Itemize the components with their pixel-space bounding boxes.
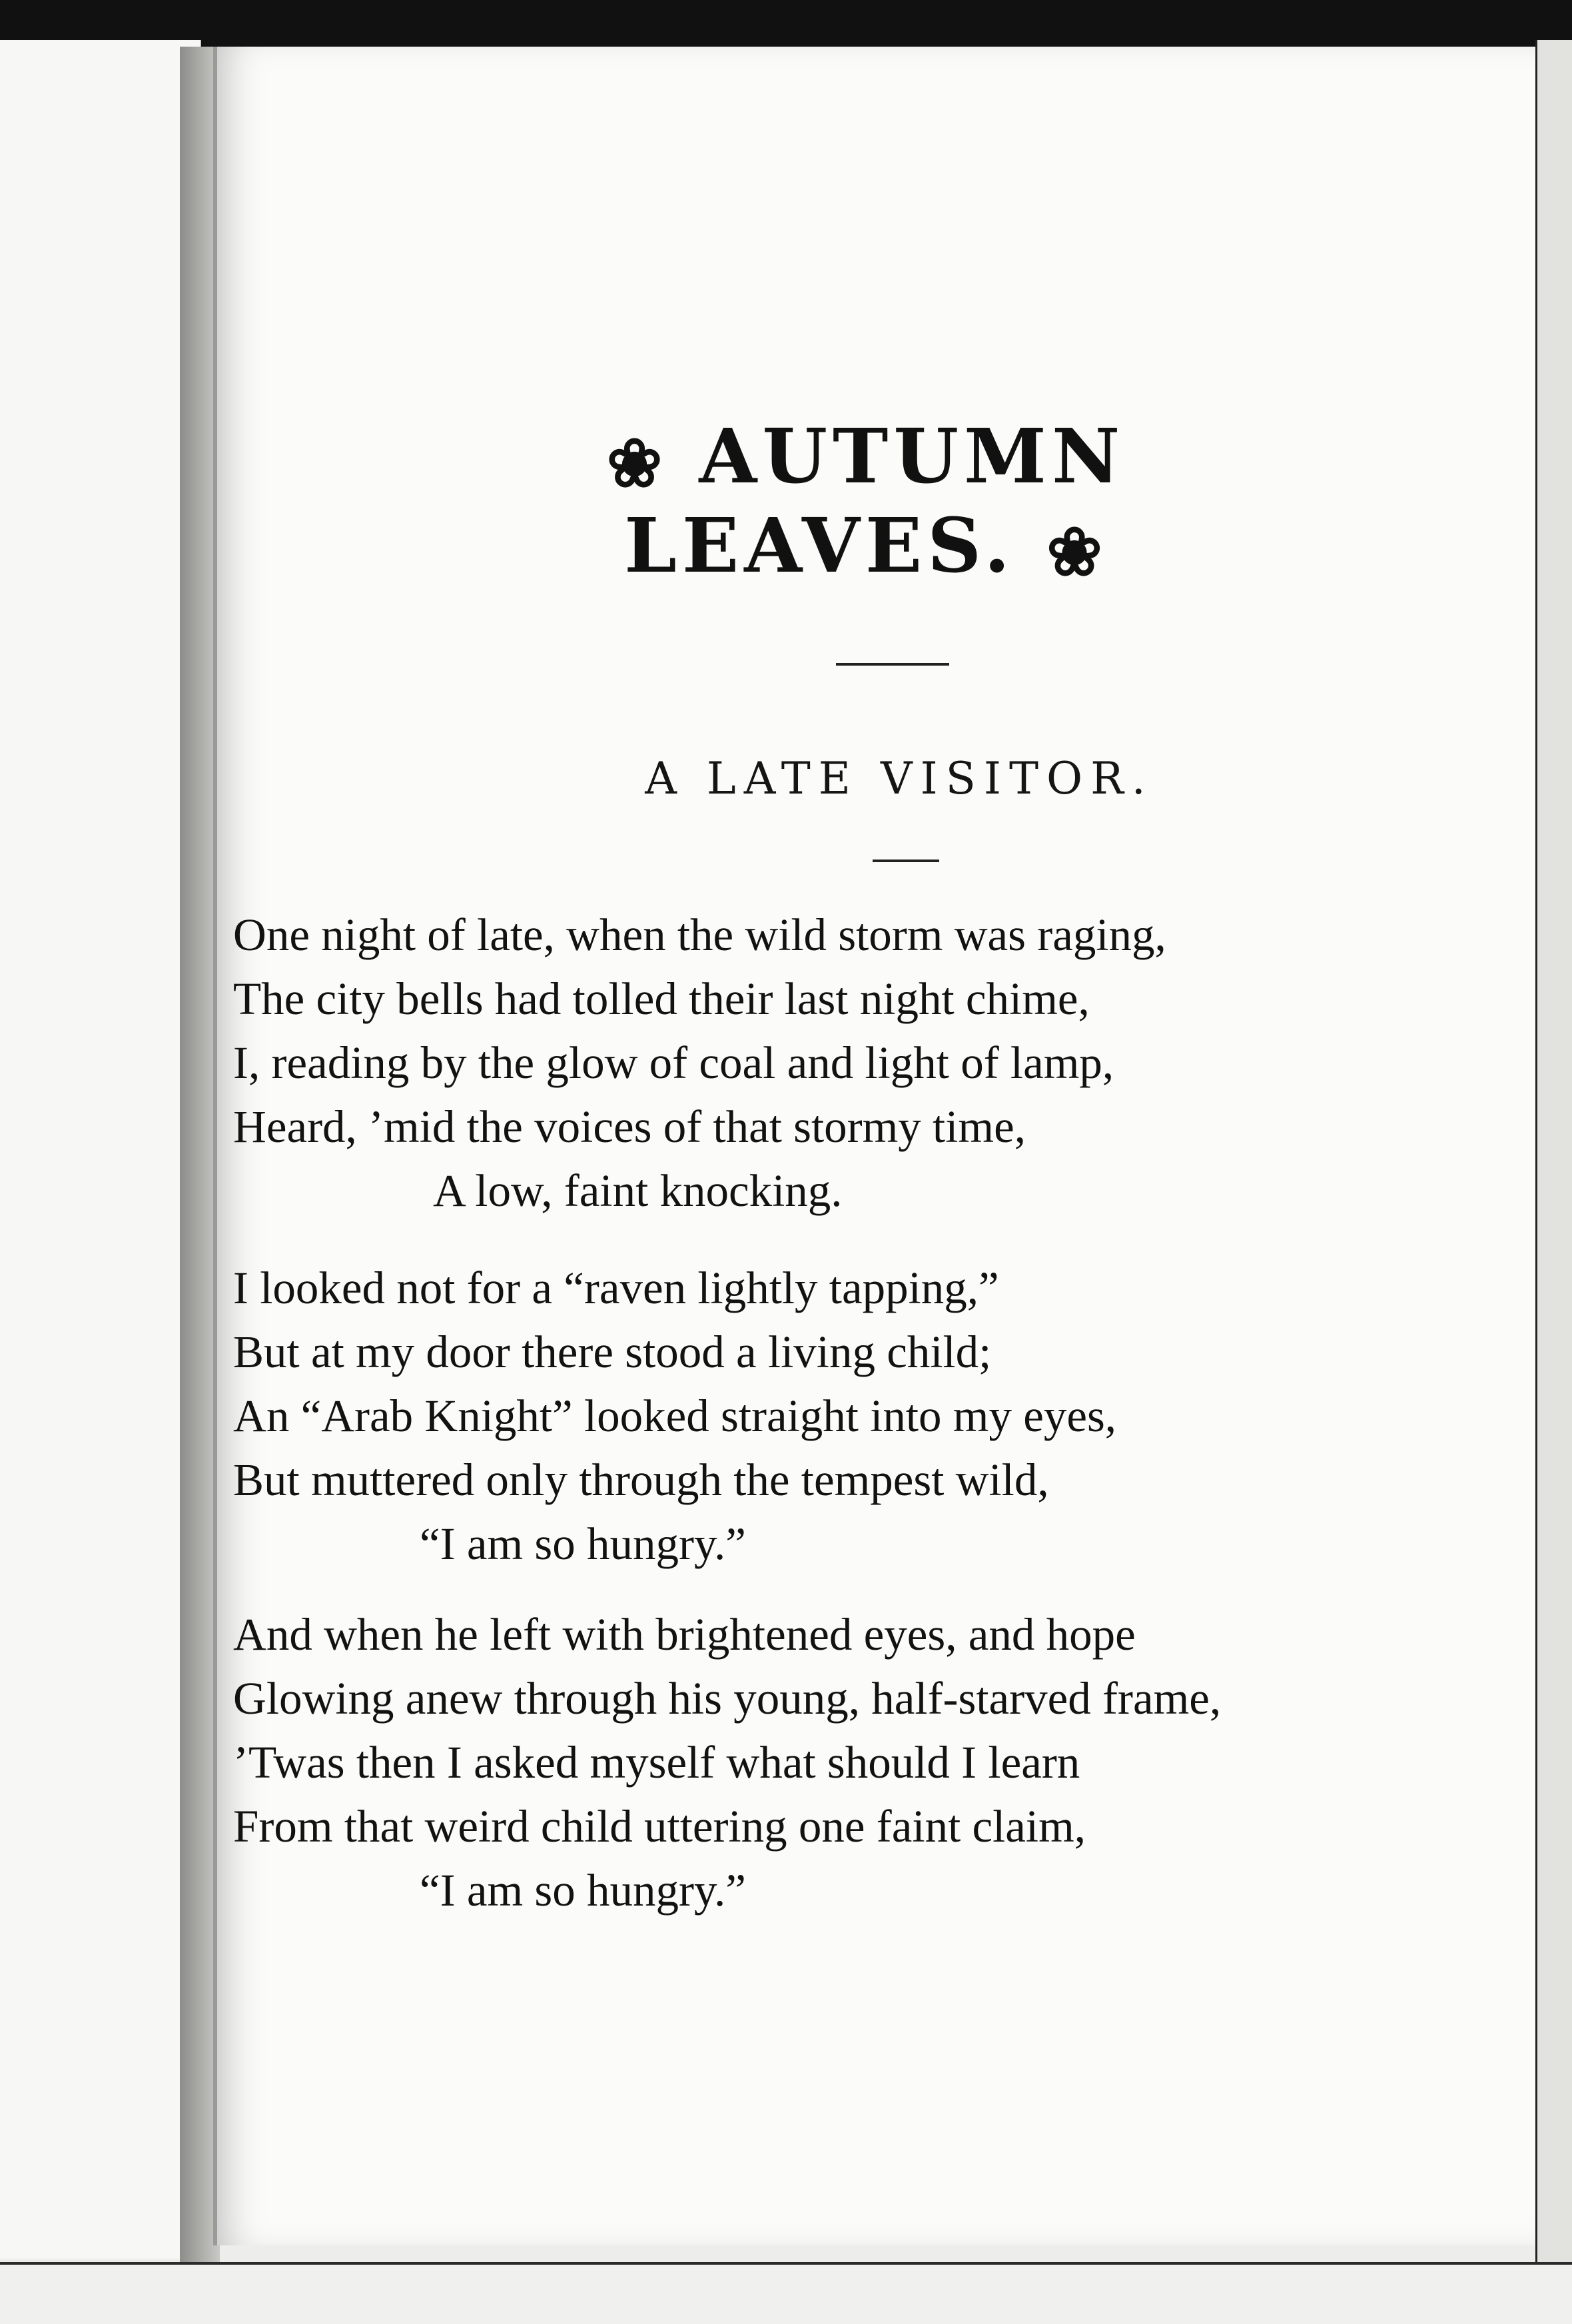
poem-line: The city bells had tolled their last night chime, (233, 973, 1090, 1024)
page-title (400, 413, 1332, 591)
poem-line: From that weird child uttering one faint claim, (233, 1801, 1086, 1852)
poem-line: And when he left with brightened eyes, and hope (233, 1609, 1136, 1660)
title-divider (836, 663, 949, 666)
poem-line: I looked not for a “raven lightly tapping,” (233, 1263, 999, 1313)
poem-refrain: “I am so hungry.” (420, 1518, 746, 1569)
poem-line: An “Arab Knight” looked straight into my eyes, (233, 1391, 1117, 1441)
poem-line: I, reading by the glow of coal and light of lamp, (233, 1037, 1114, 1088)
poem-line: Heard, ’mid the voices of that stormy time, (233, 1101, 1026, 1152)
flower-ornament-icon: ❀ (606, 423, 668, 502)
poem-refrain: A low, faint knocking. (433, 1165, 843, 1216)
poem-line: But muttered only through the tempest wild, (233, 1454, 1049, 1505)
page-right-edge (1535, 40, 1572, 2272)
poem-refrain: “I am so hungry.” (420, 1865, 746, 1916)
scan-bottom-border (0, 2262, 1572, 2324)
poem-title: A LATE VISITOR. (645, 753, 1154, 804)
poem-title-divider (873, 860, 939, 862)
poem-line: Glowing anew through his young, half-starved frame, (233, 1673, 1222, 1724)
stanza (233, 903, 1499, 1223)
page-title-text: AUTUMN LEAVES. (624, 413, 1126, 590)
poem-line: But at my door there stood a living child; (233, 1327, 992, 1377)
poem-line: One night of late, when the wild storm was raging, (233, 909, 1166, 960)
flower-ornament-icon: ❀ (1046, 512, 1108, 592)
stanza (233, 1602, 1499, 1922)
poem-line: ’Twas then I asked myself what should I learn (233, 1737, 1080, 1788)
facing-page-edge (0, 40, 201, 2259)
stanza (233, 1256, 1499, 1576)
